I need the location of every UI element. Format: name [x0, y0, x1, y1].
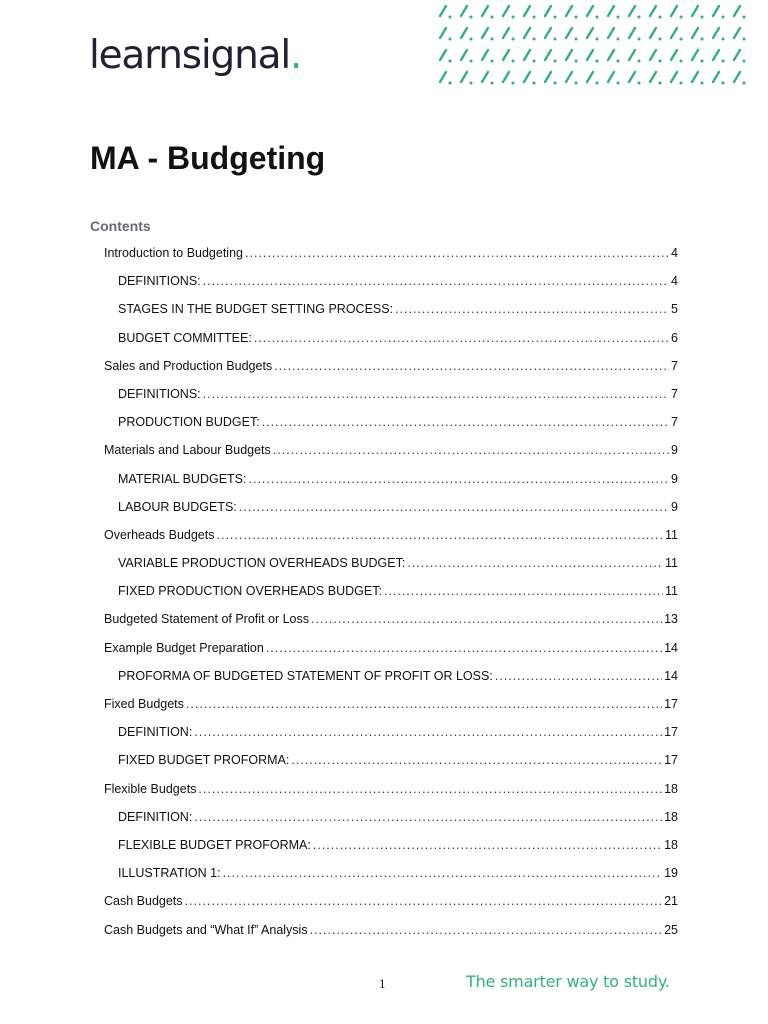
toc-dot-leader	[249, 472, 670, 486]
pattern-dot	[638, 16, 641, 19]
pattern-dot	[617, 60, 620, 63]
page-number: 1	[379, 976, 386, 991]
pattern-dot	[701, 16, 704, 19]
pattern-dot	[533, 16, 536, 19]
pattern-dot	[512, 60, 515, 63]
toc-entry[interactable]	[104, 669, 678, 697]
pattern-slash	[713, 6, 719, 16]
pattern-slash	[545, 72, 551, 82]
pattern-slash	[524, 28, 530, 38]
pattern-slash	[482, 72, 488, 82]
contents-heading: Contents	[90, 218, 151, 234]
pattern-dot	[491, 16, 494, 19]
pattern-dot	[659, 38, 662, 41]
toc-dot-leader	[217, 528, 664, 542]
pattern-slash	[629, 6, 635, 16]
toc-entry-label: BUDGET COMMITTEE:	[118, 330, 252, 345]
toc-entry[interactable]	[104, 472, 678, 500]
toc-entry-label: MATERIAL BUDGETS:	[118, 471, 247, 486]
pattern-dot	[680, 16, 683, 19]
pattern-slash	[650, 72, 656, 82]
toc-entry[interactable]	[104, 753, 678, 781]
pattern-slash	[524, 72, 530, 82]
pattern-dot	[470, 38, 473, 41]
pattern-slash	[671, 72, 677, 82]
toc-entry-page: 14	[664, 668, 678, 683]
pattern-dot	[596, 60, 599, 63]
pattern-slash	[692, 6, 698, 16]
pattern-dot	[701, 82, 704, 85]
pattern-slash	[461, 50, 467, 60]
toc-dot-leader	[254, 331, 669, 345]
pattern-dot	[596, 38, 599, 41]
toc-dot-leader	[266, 641, 662, 655]
toc-entry[interactable]	[104, 359, 678, 387]
pattern-dot	[554, 82, 557, 85]
toc-entry-page: 9	[671, 443, 678, 458]
toc-entry[interactable]	[104, 387, 678, 415]
pattern-dot	[470, 60, 473, 63]
toc-dot-leader	[245, 246, 669, 260]
toc-entry-label: STAGES IN THE BUDGET SETTING PROCESS:	[118, 302, 394, 317]
pattern-dot	[701, 38, 704, 41]
toc-dot-leader	[239, 500, 669, 514]
toc-entry-page: 25	[664, 922, 678, 937]
document-title: MA - Budgeting	[90, 140, 326, 176]
pattern-dot	[575, 82, 578, 85]
toc-entry-page: 5	[671, 302, 678, 317]
pattern-dot	[575, 38, 578, 41]
toc-dot-leader	[311, 612, 662, 626]
pattern-dot	[743, 82, 746, 85]
toc-entry[interactable]	[104, 331, 678, 359]
toc-entry-page: 17	[664, 697, 678, 711]
toc-entry-label: Budgeted Statement of Profit or Loss	[104, 612, 309, 627]
pattern-slash	[692, 72, 698, 82]
toc-entry-page: 7	[671, 386, 678, 401]
pattern-slash	[587, 72, 593, 82]
toc-entry-page: 7	[671, 358, 678, 373]
toc-dot-leader	[203, 387, 669, 401]
pattern-dot	[680, 60, 683, 63]
toc-entry[interactable]	[104, 500, 678, 528]
toc-entry-page: 11	[665, 527, 678, 542]
toc-dot-leader	[194, 725, 662, 739]
pattern-slash	[734, 6, 740, 16]
pattern-dot	[722, 16, 725, 19]
pattern-dot	[596, 16, 599, 19]
toc-entry-page: 9	[671, 499, 678, 514]
toc-entry[interactable]	[104, 782, 678, 810]
pattern-slash	[608, 6, 614, 16]
toc-entry-label: ILLUSTRATION 1:	[118, 866, 221, 881]
toc-entry[interactable]	[104, 556, 678, 584]
pattern-dot	[554, 38, 557, 41]
pattern-slash	[713, 28, 719, 38]
toc-entry-page: 18	[664, 809, 678, 824]
pattern-slash	[503, 50, 509, 60]
pattern-slash	[503, 28, 509, 38]
pattern-slash	[503, 6, 509, 16]
pattern-slash	[692, 50, 698, 60]
pattern-slash	[461, 28, 467, 38]
logo-dot: .	[289, 33, 302, 78]
pattern-slash	[713, 72, 719, 82]
toc-dot-leader	[194, 810, 662, 824]
pattern-slash	[629, 28, 635, 38]
pattern-slash	[545, 28, 551, 38]
pattern-slash	[587, 28, 593, 38]
toc-entry-label: Overheads Budgets	[104, 527, 215, 542]
pattern-dot	[659, 16, 662, 19]
toc-entry-label: PRODUCTION BUDGET:	[118, 415, 260, 430]
toc-dot-leader	[273, 443, 669, 457]
toc-entry-label: Materials and Labour Budgets	[104, 443, 271, 458]
pattern-slash	[734, 28, 740, 38]
toc-dot-leader	[262, 415, 669, 429]
toc-entry-page: 19	[664, 866, 678, 881]
pattern-slash	[671, 50, 677, 60]
toc-entry-label: PROFORMA OF BUDGETED STATEMENT OF PROFIT OR LOSS:	[118, 668, 493, 683]
pattern-slash	[566, 28, 572, 38]
toc-entry-label: Cash Budgets	[104, 894, 183, 909]
toc-entry-label: FLEXIBLE BUDGET PROFORMA:	[118, 837, 311, 852]
pattern-slash	[608, 72, 614, 82]
pattern-dot	[617, 38, 620, 41]
toc-dot-leader	[495, 669, 662, 683]
toc-entry[interactable]	[104, 697, 678, 725]
toc-entry-label: Cash Budgets and “What If” Analysis	[104, 922, 308, 937]
toc-entry-label: FIXED PRODUCTION OVERHEADS BUDGET:	[118, 584, 382, 599]
toc-entry[interactable]	[104, 641, 678, 669]
pattern-dot	[533, 38, 536, 41]
pattern-slash	[482, 50, 488, 60]
toc-dot-leader	[395, 302, 669, 316]
toc-entry[interactable]	[104, 810, 678, 838]
pattern-dot	[491, 60, 494, 63]
toc-dot-leader	[198, 782, 662, 796]
pattern-slash	[524, 50, 530, 60]
toc-entry[interactable]	[104, 274, 678, 302]
pattern-dot	[722, 38, 725, 41]
pattern-dot	[512, 16, 515, 19]
pattern-slash	[629, 50, 635, 60]
toc-entry[interactable]	[104, 584, 678, 612]
pattern-slash	[734, 50, 740, 60]
toc-entry-page: 14	[664, 640, 678, 655]
pattern-slash	[440, 6, 446, 16]
pattern-dot	[659, 60, 662, 63]
toc-entry[interactable]	[104, 443, 678, 471]
toc-entry-label: Sales and Production Budgets	[104, 358, 273, 373]
pattern-slash	[545, 6, 551, 16]
learnsignal-logo	[89, 33, 302, 78]
toc-dot-leader	[291, 753, 662, 767]
pattern-slash	[566, 50, 572, 60]
toc-dot-leader	[185, 894, 663, 908]
toc-entry[interactable]	[104, 302, 678, 330]
toc-entry-page: 11	[665, 584, 678, 599]
pattern-dot	[470, 82, 473, 85]
pattern-dot	[470, 16, 473, 19]
pattern-slash	[608, 28, 614, 38]
pattern-dot	[449, 60, 452, 63]
toc-dot-leader	[313, 838, 662, 852]
toc-entry-page: 13	[664, 612, 678, 627]
pattern-slash	[461, 6, 467, 16]
pattern-slash	[545, 50, 551, 60]
pattern-slash	[671, 28, 677, 38]
toc-entry[interactable]	[104, 725, 678, 753]
toc-dot-leader	[186, 697, 662, 711]
toc-entry-page: 7	[671, 415, 678, 430]
pattern-slash	[566, 6, 572, 16]
pattern-dot	[491, 38, 494, 41]
pattern-slash	[566, 72, 572, 82]
pattern-dot	[575, 60, 578, 63]
pattern-dot	[743, 16, 746, 19]
footer-tagline: The smarter way to study.	[466, 972, 670, 991]
toc-entry-label: DEFINITIONS:	[118, 274, 201, 289]
pattern-dot	[659, 82, 662, 85]
pattern-slash	[713, 50, 719, 60]
pattern-dot	[596, 82, 599, 85]
pattern-slash	[503, 72, 509, 82]
green-slash-dot-pattern-icon	[434, 2, 764, 88]
toc-dot-leader	[274, 359, 669, 373]
toc-entry-page: 11	[665, 556, 678, 571]
toc-entry[interactable]	[104, 866, 678, 894]
toc-entry-label: Flexible Budgets	[104, 781, 197, 796]
logo-text: learnsignal	[89, 33, 290, 78]
toc-entry-page: 9	[671, 471, 678, 486]
toc-entry[interactable]	[104, 415, 678, 443]
pattern-slash	[524, 6, 530, 16]
pattern-dot	[722, 60, 725, 63]
toc-entry-label: FIXED BUDGET PROFORMA:	[118, 753, 290, 768]
pattern-slash	[671, 6, 677, 16]
toc-entry-label: DEFINITION:	[118, 725, 193, 740]
toc-entry-page: 18	[664, 837, 678, 852]
pattern-slash	[629, 72, 635, 82]
toc-entry[interactable]	[104, 528, 678, 556]
pattern-slash	[650, 28, 656, 38]
toc-entry[interactable]	[104, 612, 678, 640]
toc-entry-page: 18	[664, 781, 678, 796]
toc-dot-leader	[223, 866, 663, 880]
toc-dot-leader	[310, 923, 663, 937]
pattern-dot	[575, 16, 578, 19]
pattern-dot	[638, 60, 641, 63]
pattern-slash	[692, 28, 698, 38]
toc-dot-leader	[384, 584, 663, 598]
toc-entry-label: DEFINITIONS:	[118, 386, 201, 401]
pattern-dot	[449, 38, 452, 41]
toc-entry-page: 17	[664, 753, 678, 768]
pattern-dot	[680, 38, 683, 41]
pattern-slash	[440, 28, 446, 38]
toc-dot-leader	[407, 556, 663, 570]
pattern-slash	[650, 50, 656, 60]
pattern-dot	[512, 82, 515, 85]
toc-entry[interactable]	[104, 923, 678, 951]
toc-entry-label: VARIABLE PRODUCTION OVERHEADS BUDGET:	[118, 556, 406, 571]
pattern-slash	[440, 72, 446, 82]
pattern-slash	[482, 28, 488, 38]
pattern-dot	[449, 82, 452, 85]
pattern-slash	[650, 6, 656, 16]
table-of-contents	[104, 246, 678, 951]
toc-entry-label: Introduction to Budgeting	[104, 246, 243, 260]
toc-entry-page: 6	[671, 330, 678, 345]
pattern-slash	[440, 50, 446, 60]
pattern-dot	[638, 38, 641, 41]
toc-entry-page: 21	[664, 894, 678, 909]
toc-entry-page: 4	[671, 246, 678, 260]
pattern-dot	[680, 82, 683, 85]
pattern-slash	[734, 72, 740, 82]
toc-entry-label: DEFINITION:	[118, 809, 193, 824]
pattern-slash	[461, 72, 467, 82]
pattern-dot	[638, 82, 641, 85]
pattern-dot	[701, 60, 704, 63]
pattern-dot	[449, 16, 452, 19]
pattern-dot	[743, 60, 746, 63]
pattern-dot	[512, 38, 515, 41]
toc-entry[interactable]	[104, 838, 678, 866]
toc-entry-label: Fixed Budgets	[104, 697, 184, 711]
toc-entry-label: LABOUR BUDGETS:	[118, 499, 237, 514]
pattern-dot	[554, 16, 557, 19]
pattern-dot	[722, 82, 725, 85]
pattern-dot	[617, 16, 620, 19]
pattern-dot	[554, 60, 557, 63]
toc-entry-page: 4	[671, 274, 678, 289]
pattern-dot	[533, 82, 536, 85]
pattern-dot	[743, 38, 746, 41]
pattern-dot	[533, 60, 536, 63]
toc-entry-label: Example Budget Preparation	[104, 640, 264, 655]
toc-entry-page: 17	[664, 725, 678, 740]
pattern-slash	[587, 6, 593, 16]
pattern-slash	[587, 50, 593, 60]
pattern-dot	[491, 82, 494, 85]
toc-entry[interactable]	[104, 246, 678, 274]
pattern-slash	[608, 50, 614, 60]
pattern-slash	[482, 6, 488, 16]
toc-entry[interactable]	[104, 894, 678, 922]
toc-dot-leader	[203, 274, 669, 288]
pattern-dot	[617, 82, 620, 85]
